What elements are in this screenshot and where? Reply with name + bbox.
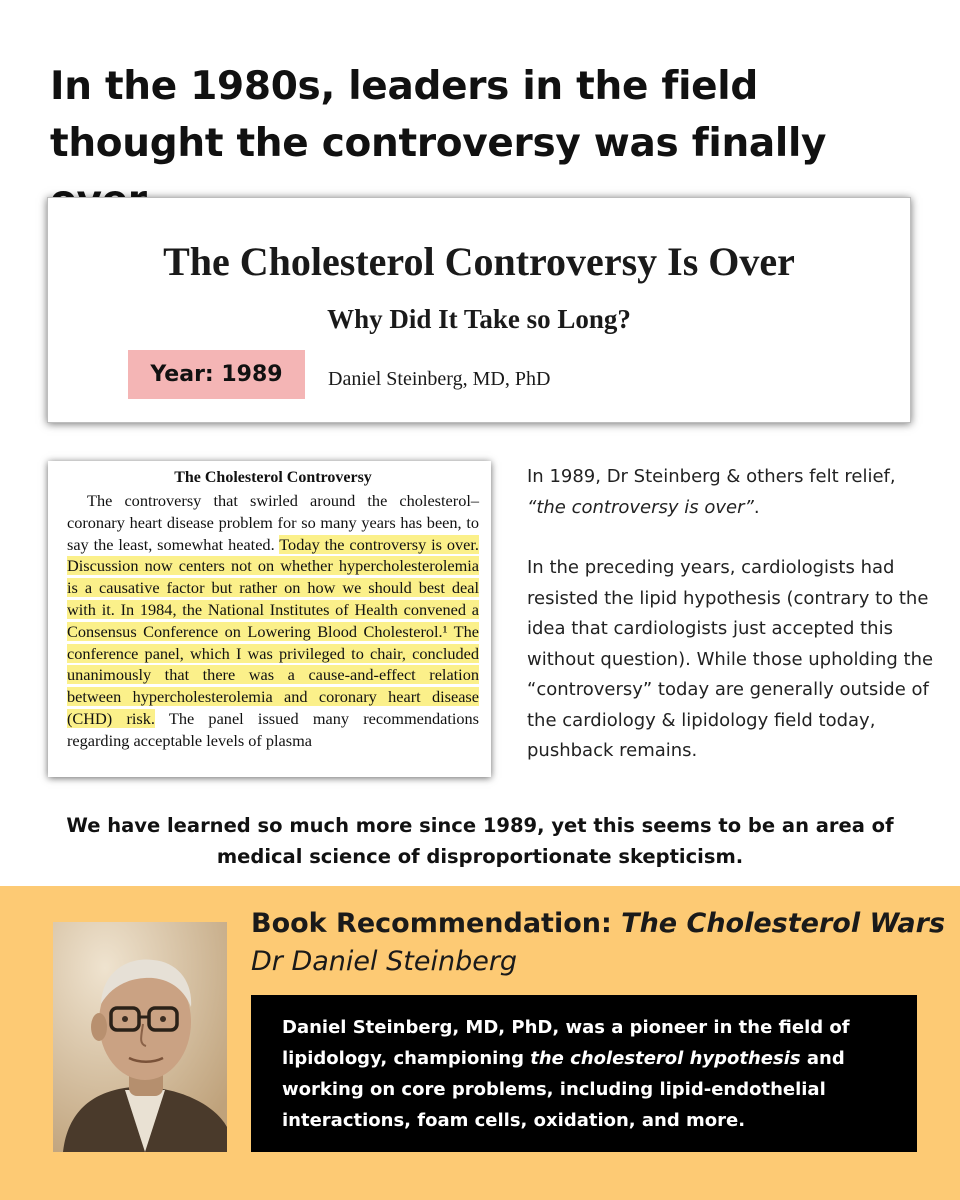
commentary-quote: “the controversy is over”: [527, 496, 754, 518]
year-badge: Year: 1989: [128, 350, 305, 399]
article-title-card: [47, 197, 911, 423]
book-author: Dr Daniel Steinberg: [251, 946, 518, 977]
article-excerpt: [48, 461, 491, 777]
article-author: Daniel Steinberg, MD, PhD: [328, 368, 551, 390]
book-recommendation-section: [0, 886, 960, 1200]
book-title: The Cholesterol Wars: [621, 908, 946, 939]
recommendation-title: [251, 908, 951, 939]
excerpt-text-start: The controversy that swirled around the cholesterol–coronary heart disease problem for so many years has been, to say the least, somewhat heated.: [67, 491, 479, 554]
author-bio: [282, 1012, 897, 1136]
bio-text-end: and working on core problems, including lipid-endothelial interactions, foam cells, oxidation, and more.: [282, 1048, 845, 1131]
commentary-p1-start: In 1989, Dr Steinberg & others felt relief,: [527, 466, 896, 487]
bio-emphasis: the cholesterol hypothesis: [530, 1048, 801, 1069]
portrait-illustration: [53, 922, 227, 1152]
headline: In the 1980s, leaders in the field thought the controversy was finally: [50, 64, 827, 166]
excerpt-body: [67, 490, 479, 752]
commentary: [527, 462, 937, 767]
excerpt-heading: The Cholesterol Controversy: [174, 469, 372, 486]
excerpt-text-end: The panel issued many recommendations regarding acceptable levels of plasma: [67, 708, 480, 750]
excerpt-highlighted-text: Today the controversy is over. Discussion now centers not on whether hypercholesterolemia is a causative factor but rather on how we should best deal with it. In 1984, the National Institutes of Health convened a Consensus Conference on Lowering Blood Cholesterol.¹ The conference panel, which I was privileged to chair, concluded unanimously that there was a cause-and-effect relation between hypercholesterolemia and coronary heart disease (CHD) risk.: [67, 534, 479, 728]
recommendation-label: Book Recommendation:: [251, 908, 622, 939]
takeaway-statement: We have learned so much more since 1989, yet this seems to be an area of medical science of disproportionate skepticism.: [66, 814, 894, 868]
commentary-p1-end: .: [753, 496, 760, 518]
article-title: The Cholesterol Controversy Is Over: [163, 239, 795, 284]
bio-text-start: Daniel Steinberg, MD, PhD, was a pioneer in the field of lipidology, championing: [282, 1017, 850, 1069]
author-portrait: [53, 922, 227, 1152]
commentary-paragraph-2: In the preceding years, cardiologists had resisted the lipid hypothesis (contrary to the idea that cardiologists just accepted this without question). While those upholding the “controversy” today are generally outside of the cardiology & lipidology field today, pushback remains.: [527, 557, 934, 761]
commentary-paragraph-1: [527, 462, 937, 523]
article-subtitle: Why Did It Take so Long?: [327, 304, 631, 334]
author-bio-box: [251, 995, 917, 1152]
